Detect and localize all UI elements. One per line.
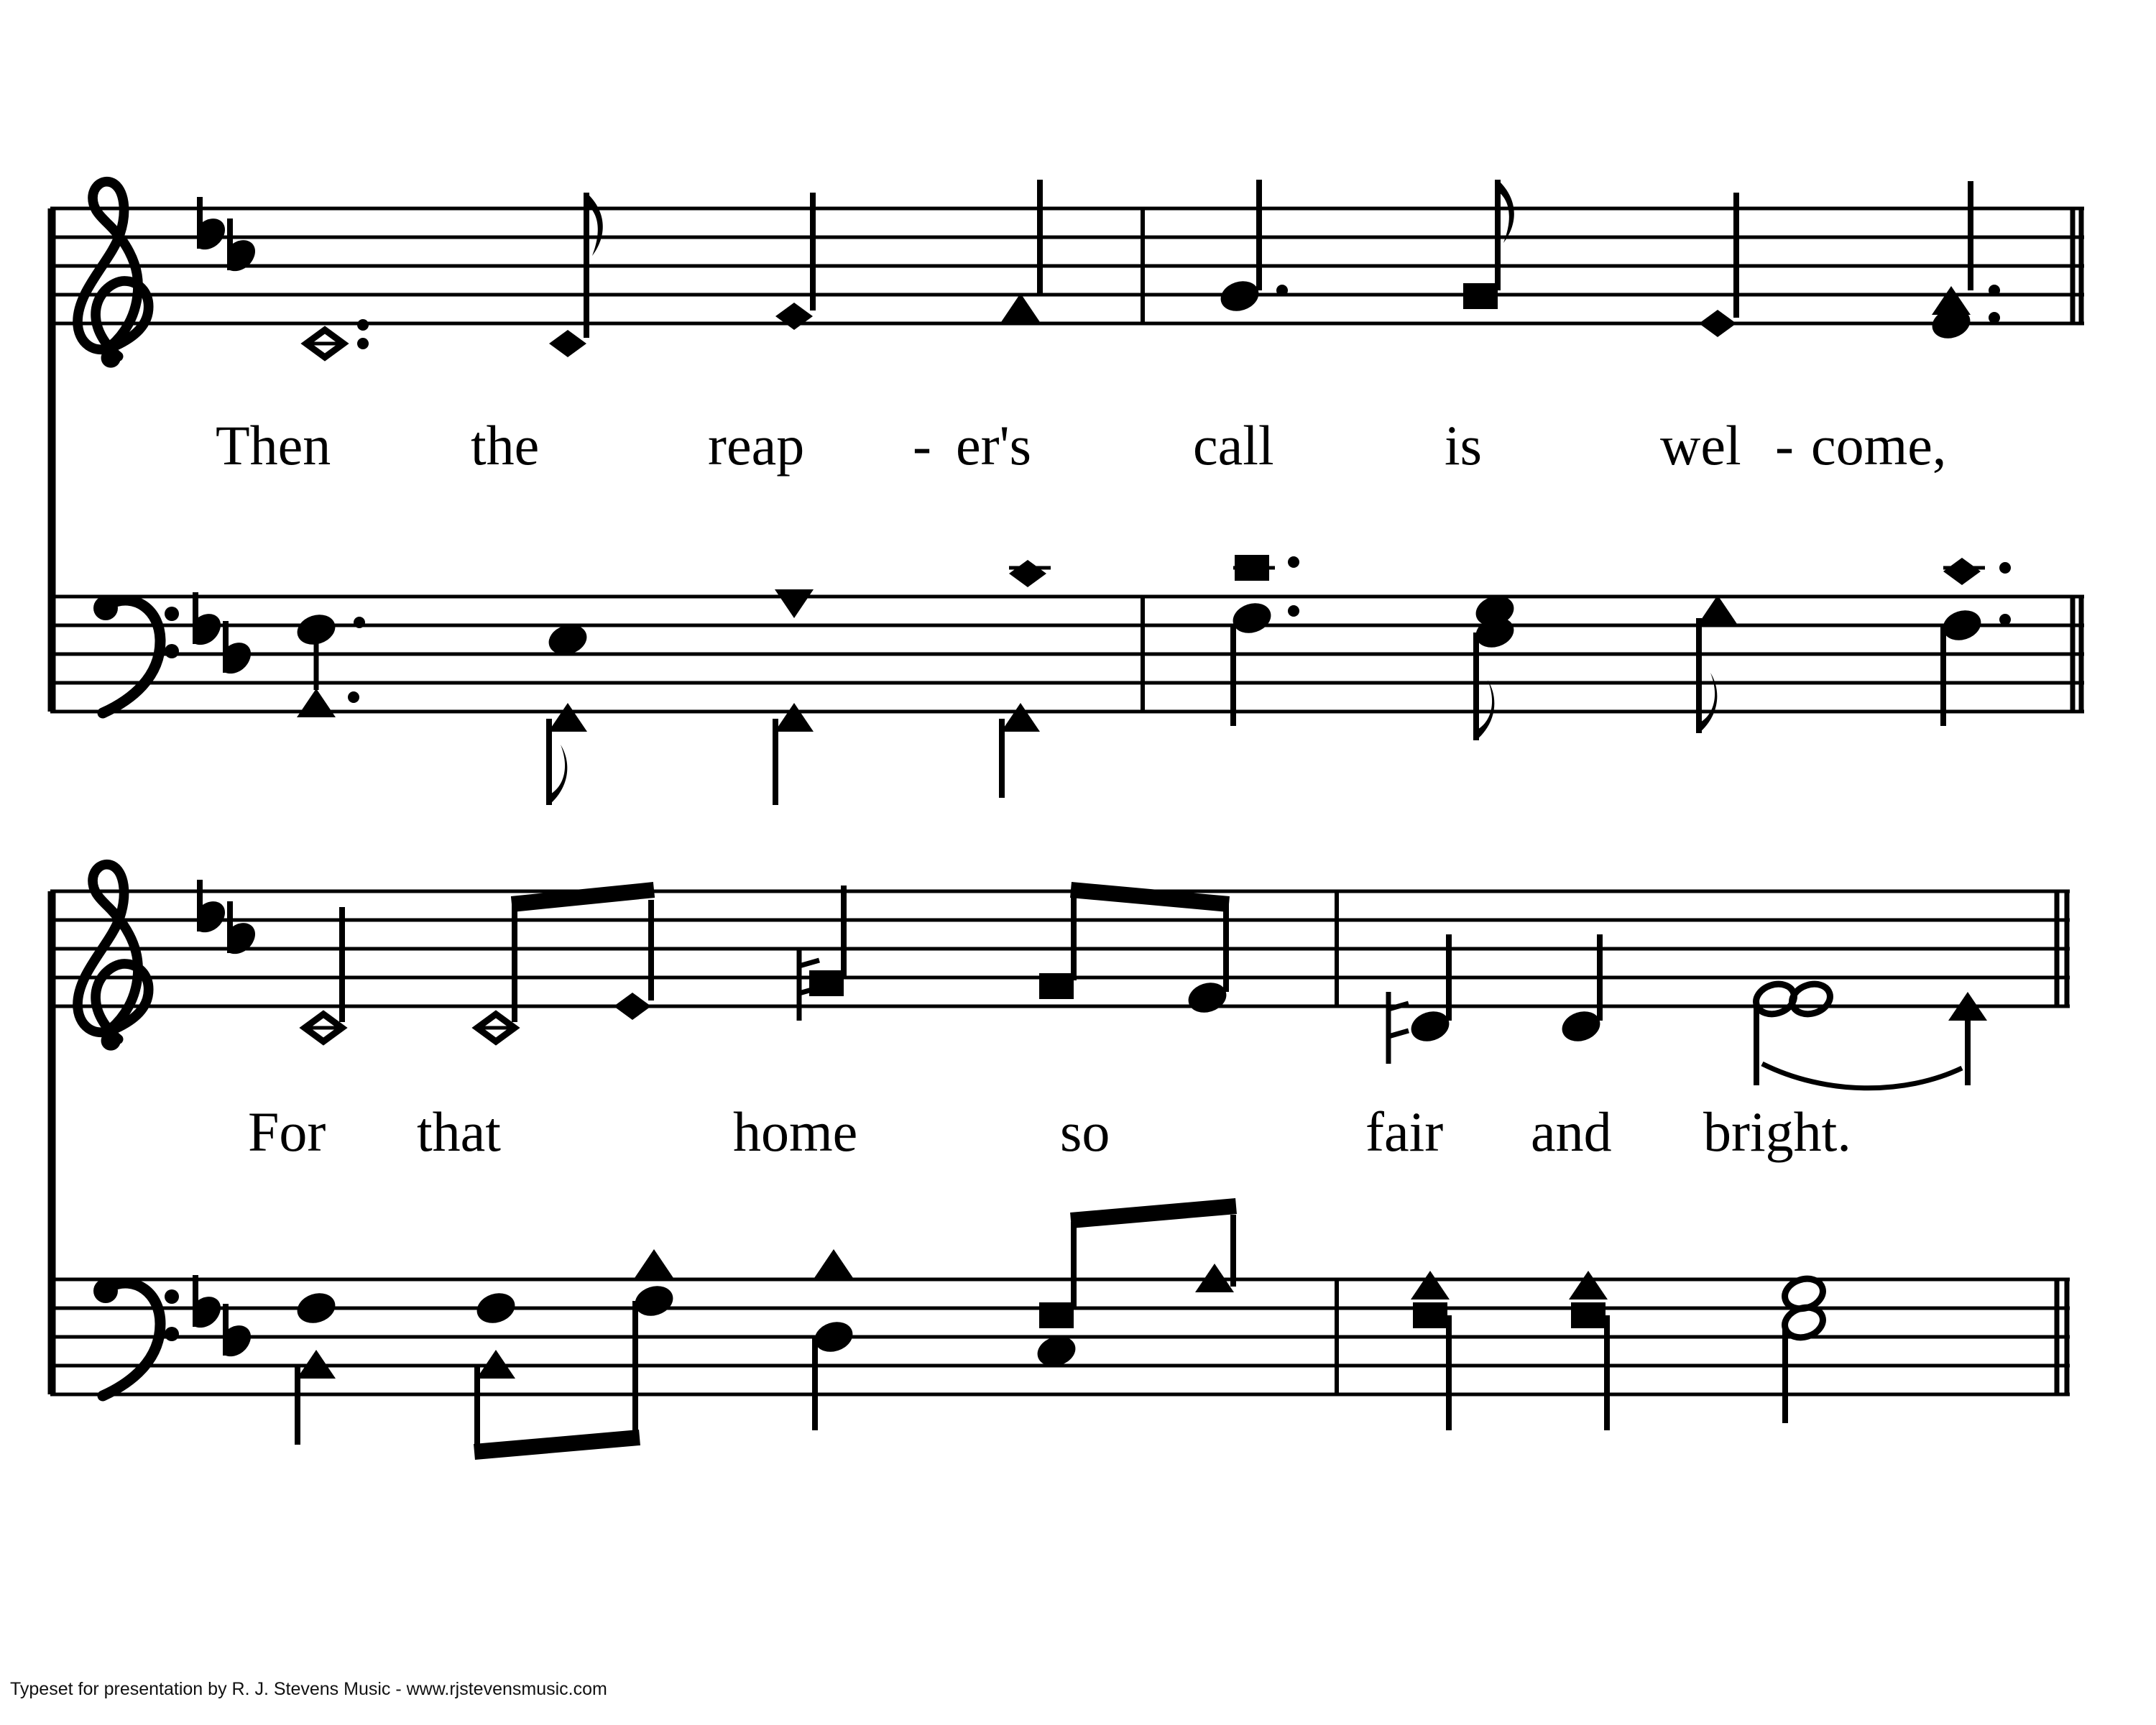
note-group [614, 900, 651, 1020]
lyric-word: that [417, 1100, 501, 1163]
lyric-word: come, [1811, 414, 1947, 477]
note-group [1752, 980, 1987, 1088]
lyric-word: reap [708, 414, 805, 477]
note-group [775, 193, 813, 330]
key-signature-bass [195, 592, 251, 673]
system-1-treble-staff [50, 208, 2084, 323]
note-group [1463, 180, 1514, 309]
note-group [1939, 558, 2011, 726]
note-group [1184, 900, 1230, 1017]
lyric-hyphen: - [913, 414, 931, 477]
key-signature-bass [195, 1275, 251, 1356]
lyric-word: er's [956, 414, 1032, 477]
note-group [811, 1249, 857, 1430]
note-group [815, 1222, 1079, 1430]
note-group [303, 907, 345, 1041]
lyric-word: bright. [1703, 1100, 1851, 1163]
lyric-word: so [1060, 1100, 1110, 1163]
note-group [799, 886, 844, 1021]
note-group [1388, 934, 1453, 1064]
lyric-word: home [733, 1100, 858, 1163]
lyric-word: and [1531, 1100, 1612, 1163]
note-group [1039, 891, 1074, 999]
note-group [1411, 1271, 1450, 1430]
note-group [549, 193, 603, 357]
note-group [473, 1289, 519, 1452]
lyric-word: wel [1660, 414, 1741, 477]
note-group [1001, 180, 1040, 322]
note-group [631, 1249, 677, 1430]
typeset-credit: Typeset for presentation by R. J. Stevens Music - www.rjstevensmusic.com [10, 1679, 607, 1699]
lyric-word: call [1193, 414, 1274, 477]
note-group [1781, 1274, 1827, 1423]
note-group [775, 589, 814, 805]
note-group [1472, 592, 1518, 740]
lyric-word: is [1445, 414, 1483, 477]
lyric-word: For [248, 1100, 326, 1163]
note-group [1229, 555, 1299, 726]
lyric-word: Then [216, 414, 331, 477]
lyric-word: the [471, 414, 540, 477]
lyric-hyphen: - [1775, 414, 1794, 477]
note-group [1558, 934, 1604, 1046]
beam [474, 1438, 640, 1452]
note-group [1569, 1271, 1608, 1430]
beam [1071, 1206, 1236, 1220]
lyric-word: fair [1365, 1100, 1444, 1163]
note-group [1928, 181, 2000, 343]
